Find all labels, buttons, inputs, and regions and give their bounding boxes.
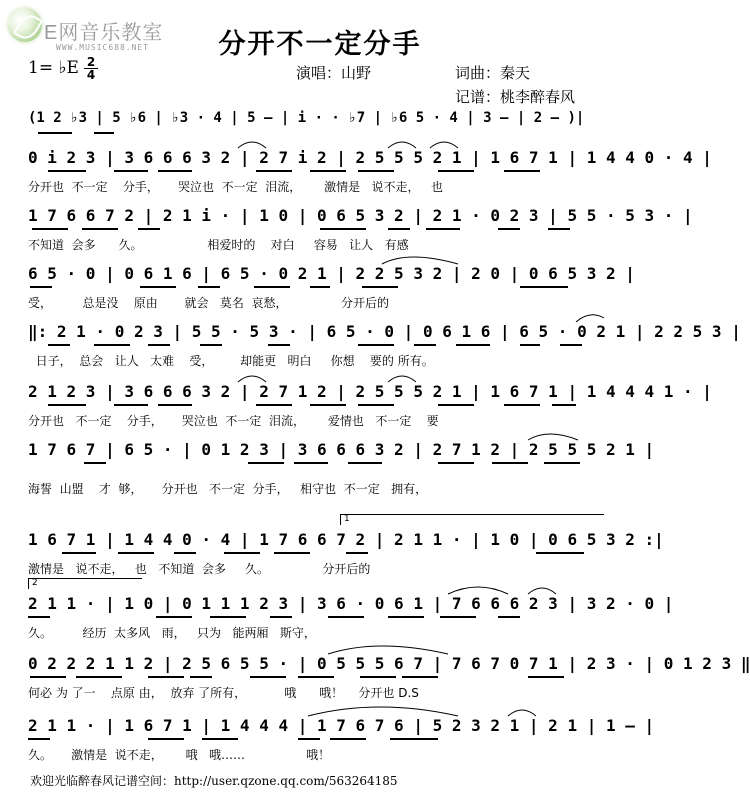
- beam-lines: [28, 676, 612, 678]
- volta-1-bracket: 1: [340, 514, 604, 525]
- composer-credit: 词曲：秦天: [455, 64, 531, 82]
- notes-line: 2 1 1 · | 1 6 7 1 | 1 4 4 4 | 1 7 6 7 6 | 5 2 3 2 1 | 2 1 | 1 – |: [28, 716, 655, 735]
- lyrics-line: 分开也 不一定 分手， 哭泣也 不一定 泪流， 激情是 说不走， 也: [28, 180, 443, 194]
- song-title: 分开不一定分手: [218, 29, 422, 60]
- notes-line: 0 i 2 3 | 3 6 6 6 3 2 | 2 7 i 2 | 2 5 5 5 2 1 | 1 6 7 1 | 1 4 4 0 · 4 |: [28, 148, 712, 167]
- beam-lines: [28, 344, 612, 346]
- score-row-intro: [28, 110, 612, 134]
- notes-line: 1 6 7 1 | 1 4 4 0 · 4 | 1 7 6 6 7 2 | 2 1 1 · | 1 0 | 0 6 5 3 2 :|: [28, 530, 664, 549]
- beam-lines: [28, 738, 612, 740]
- time-bottom: 4: [84, 68, 98, 81]
- lyrics-line: 不知道 会多 久。 相爱时的 对白 容易 让人 有感: [28, 238, 409, 252]
- score-row-1: [28, 148, 712, 196]
- notes-line: 6 5 · 0 | 0 6 1 6 | 6 5 · 0 2 1 | 2 2 5 3 2 | 2 0 | 0 6 5 3 2 |: [28, 264, 635, 283]
- time-top: 2: [86, 55, 96, 69]
- lyrics-line: 久。 激情是 说不走， 哦 哦…… 哦！: [28, 748, 331, 762]
- score-row-7: [28, 530, 664, 578]
- beam-lines: [28, 286, 612, 288]
- time-signature: [84, 56, 98, 81]
- beam-lines: [28, 132, 612, 134]
- notes-line: 0 2 2 2 1 1 2 | 2 5 6 5 5 · | 0 5 5 5 6 7 | 7 6 7 0 7 1 | 2 3 · | 0 1 2 3 ‖: [28, 654, 750, 673]
- logo-brand: E网音乐教室: [44, 22, 164, 44]
- beam-lines: [28, 404, 612, 406]
- lyrics-line: 激情是 说不走， 也 不知道 会多 久。 分开后的: [28, 562, 371, 576]
- key-signature: 1= ♭E: [28, 58, 79, 78]
- beam-lines: [28, 462, 612, 464]
- beam-lines: [28, 552, 612, 554]
- score-row-9: [28, 654, 750, 702]
- score-row-10: [28, 716, 655, 764]
- lyrics-line: 受， 总是没 原由 就会 莫名 哀愁， 分开后的: [28, 296, 389, 310]
- notes-line: ‖: 2 1 · 0 2 3 | 5 5 · 5 3 · | 6 5 · 0 | 0 6 1 6 | 6 5 · 0 2 1 | 2 2 5 3 |: [28, 322, 741, 341]
- notes-line: 1 7 6 7 | 6 5 · | 0 1 2 3 | 3 6 6 6 3 2 | 2 7 1 2 | 2 5 5 5 2 1 |: [28, 440, 655, 459]
- beam-lines: [28, 616, 612, 618]
- lyrics-line: 日子， 总会 让人 太难 受， 却能更 明白 你想 要的 所有。: [28, 354, 434, 368]
- footer-credit: 欢迎光临醉春风记谱空间：http://user.qzone.qq.com/563264185: [30, 774, 398, 788]
- lyrics-line: 何必 为 了一 点原 由， 放弃 了所有， 哦 哦！ 分开也 D.S: [28, 686, 419, 700]
- notes-line: 2 1 1 · | 1 0 | 0 1 1 1 2 3 | 3 6 · 0 6 1 | 7 6 6 6 2 3 | 3 2 · 0 |: [28, 594, 674, 613]
- score-row-5: [28, 382, 712, 430]
- score-row-2: [28, 206, 693, 254]
- logo-url: WWW.MUSIC688.NET: [56, 43, 150, 52]
- transcriber-credit: 记谱：桃李醉春风: [455, 88, 576, 106]
- score-row-6: [28, 440, 655, 502]
- notes-line: (1 2 ♭3 | 5 ♭6 | ♭3 · 4 | 5 – | i · · ♭7 | ♭6 5 · 4 | 3 – | 2 – )|: [28, 110, 585, 126]
- lyrics-line: 久。 经历 太多风 雨， 只为 能两厢 斯守，: [28, 626, 316, 640]
- score-row-8: [28, 594, 674, 642]
- score-row-3: [28, 264, 635, 312]
- notes-line: 2 1 2 3 | 3 6 6 6 3 2 | 2 7 1 2 | 2 5 5 5 2 1 | 1 6 7 1 | 1 4 4 4 1 · |: [28, 382, 712, 401]
- lyrics-line: 海誓 山盟 才 够， 分开也 不一定 分手， 相守也 不一定 拥有，: [28, 482, 428, 496]
- beam-lines: [28, 170, 612, 172]
- notes-line: 1 7 6 6 7 2 | 2 1 i · | 1 0 | 0 6 5 3 2 | 2 1 · 0 2 3 | 5 5 · 5 3 · |: [28, 206, 693, 225]
- singer-credit: 演唱：山野: [296, 64, 372, 82]
- volta-2-bracket: 2: [28, 578, 142, 589]
- score-row-4: [28, 322, 741, 370]
- beam-lines: [28, 228, 612, 230]
- lyrics-line: 分开也 不一定 分手， 哭泣也 不一定 泪流， 爱情也 不一定 要: [28, 414, 439, 428]
